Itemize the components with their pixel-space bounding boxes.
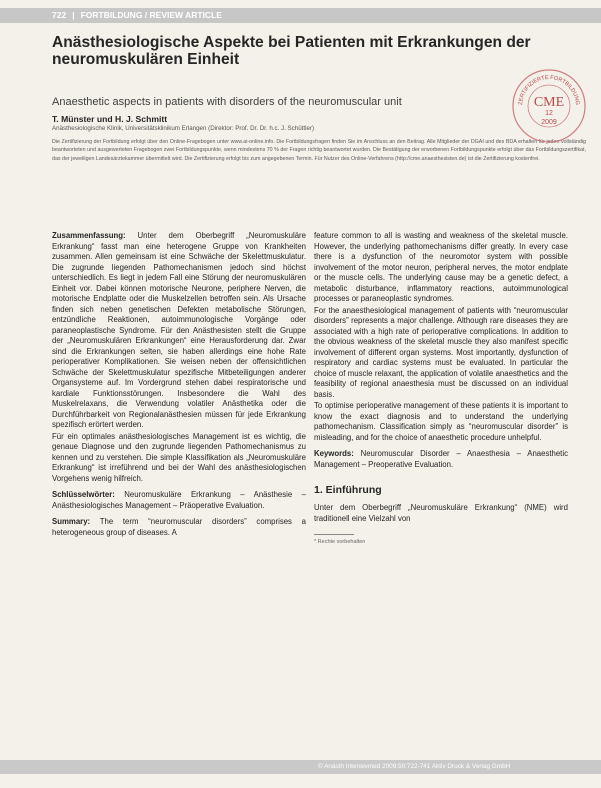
seal-cme-text: CME bbox=[533, 95, 565, 110]
cme-seal bbox=[511, 68, 587, 144]
authors: T. Münster und H. J. Schmitt bbox=[52, 114, 168, 124]
keywords-text: Neuromuscular Disorder – Anaesthesia – Anaesthetic Management – Preoperative Evaluation. bbox=[314, 449, 568, 469]
section-heading-introduction: 1. Einführung bbox=[314, 484, 382, 496]
summary-paragraph-2: For the anaesthesiological management of patients with “neuromuscular disorders” represents a major challenge. Although rare diseases they are associated with a high rate of perioperative complications. In addition to the obvious weakness of the skeletal muscle they also manifest specific involvement of different organ systems. Most importantly, dysfunction of respiratory and cardiac systems must be evaluated. In particular the choice of muscle relaxant, the application of volatile anaesthetics and the feasibility of regional anaesthesia must be discussed on an individual basis. bbox=[314, 305, 568, 399]
schluesselwoerter-text: Neuromuskuläre Erkrankung – Anästhesie – Anästhesiologisches Management – Präoperative Evaluation. bbox=[52, 490, 306, 510]
summary-label: Summary: bbox=[52, 517, 91, 526]
right-column bbox=[314, 231, 568, 548]
header-separator: | bbox=[72, 10, 75, 20]
keywords-label: Keywords: bbox=[314, 449, 354, 458]
footnote-divider bbox=[314, 534, 354, 535]
keywords-paragraph bbox=[314, 449, 568, 470]
running-header bbox=[0, 8, 601, 23]
left-column bbox=[52, 231, 306, 539]
summary-paragraph bbox=[52, 517, 306, 538]
zusammenfassung-label: Zusammenfassung: bbox=[52, 231, 126, 240]
article-subtitle-english: Anaesthetic aspects in patients with disorders of the neuromuscular unit bbox=[52, 96, 402, 108]
schluesselwoerter-label: Schlüsselwörter: bbox=[52, 490, 115, 499]
header-section: FORTBILDUNG / REVIEW ARTICLE bbox=[80, 10, 222, 20]
footnote: * Rechte vorbehalten bbox=[314, 539, 366, 545]
zusammenfassung-paragraph bbox=[52, 231, 306, 431]
introduction-text: Unter dem Oberbegriff „Neuromuskuläre Erkrankung“ (NME) wird traditionell eine Vielzahl von bbox=[314, 503, 568, 523]
page-footer bbox=[0, 760, 601, 774]
management-paragraph: Für ein optimales anästhesiologisches Management ist es wichtig, die genaue Diagnose und den zugrunde liegenden Pathomechanismus zu kennen und zu verstehen. Die simple Klassifikation als „Neuromuskuläre Erkrankung“ ist irreführend und bei der Wahl des anästhesiologischen Vorgehens wenig hilfreich. bbox=[52, 431, 306, 483]
footer-copyright: © Anästh Intensivmed 2009;50:722-741 Aktiv Druck & Verlag GmbH bbox=[318, 763, 511, 770]
summary-continued: feature common to all is wasting and weakness of the skeletal muscle. However, the underlying pathomechanisms differ greatly. In every case there is a dysfunction of the neuromotor system with possible involvement of the motor neuron, peripheral nerves, the motor endplate or the muscle cells. The underlying cause may be a genetic defect, a metabolic disturbance, inflammatory reactions, autoimmunological processes or paraneoplastic syndromes. bbox=[314, 231, 568, 303]
summary-text: The term “neuromuscular disorders” comprises a heterogeneous group of diseases. A bbox=[52, 517, 306, 537]
seal-number: 12 bbox=[545, 110, 553, 117]
page-number: 722 bbox=[52, 10, 67, 20]
schluesselwoerter-paragraph bbox=[52, 490, 306, 511]
affiliation: Anästhesiologische Klinik, Universitätsklinikum Erlangen (Direktor: Prof. Dr. Dr. h.c. J. Schüttler) bbox=[52, 125, 315, 132]
article-title: Anästhesiologische Aspekte bei Patienten mit Erkrankungen der neuromuskulären Einheit bbox=[52, 34, 531, 68]
seal-year: 2009 bbox=[541, 119, 557, 126]
zusammenfassung-text: Unter dem Oberbegriff „Neuromuskuläre Erkrankung“ fasst man eine heterogene Gruppe von Krankheiten zusammen. Allen gemeinsam ist eine Schwäche der Skelettmuskulatur. Die zugrunde liegenden Pathomechanismen jedoch sind höchst unterschiedlich. Es liegt in jedem Fall eine Störung der neuromuskulären Einheit vor. Dabei können motorische Neurone, periphere Nerven, die motorische Endplatte oder die Muskelzellen betroffen sein. Als Ursache finden sich neben genetischen Defekten metabolische Störungen, entzündliche Reaktionen, autoimmunologische Vorgänge oder paraneoplastische Syndrome. Für den Anästhesisten stellt die Gruppe der „Neuromuskulären Erkrankungen“ eine Herausforderung dar. Zwar sind die Erkrankungen selten, sie haben allerdings eine hohe Rate perioperativer Komplikationen. Sie weisen neben der offensichtlichen Schwäche der Skelettmuskulatur spezifische Mitbeteiligungen anderer Organsysteme auf. Im Vordergrund stehen dabei respiratorische und kardiale Funktionsstörungen. Insbesondere die Wahl des Muskelrelaxans, die Verwendung volatiler Anästhetika oder die Durchführbarkeit von Regionalanästhesien müssen für jede Erkrankung spezifisch erörtert werden. bbox=[52, 231, 306, 429]
cme-notice: Die Zertifizierung der Fortbildung erfolgt über den Online-Fragebogen unter www.ai-online.info. Die Fortbildungsfragen finden Sie im Anschluss an den Beitrag. Alle Mitglieder der DGAI und des BDA erhalten für jeden vollständig beantworteten und ausgewerteten Fragebogen zwei Fortbildungspunkte, wenn mindestens 70 % der Fragen richtig beantwortet wurden. Die Bestätigung der erworbenen Fortbildungspunkte erfolgt über das Fortbildungszertifikat, das der jeweiligen Landesärztekammer übermittelt wird. Die Zertifizierung erfolgt bis zum angegebenen Termin. Für Nutzer des Online-Verfahrens (http://cme.anaesthesisten.de) ist die Zertifizierung kostenfrei. bbox=[52, 139, 586, 162]
summary-paragraph-3: To optimise perioperative management of these patients it is important to know the exact diagnosis and to understand the underlying pathomechanism. Classification simply as “neuromuscular disorder” is misleading, and for the choice of anaesthetic procedure unhelpful. bbox=[314, 401, 568, 442]
seal-arc-text: ZERTIFIZIERTE FORTBILDUNG bbox=[517, 74, 581, 106]
